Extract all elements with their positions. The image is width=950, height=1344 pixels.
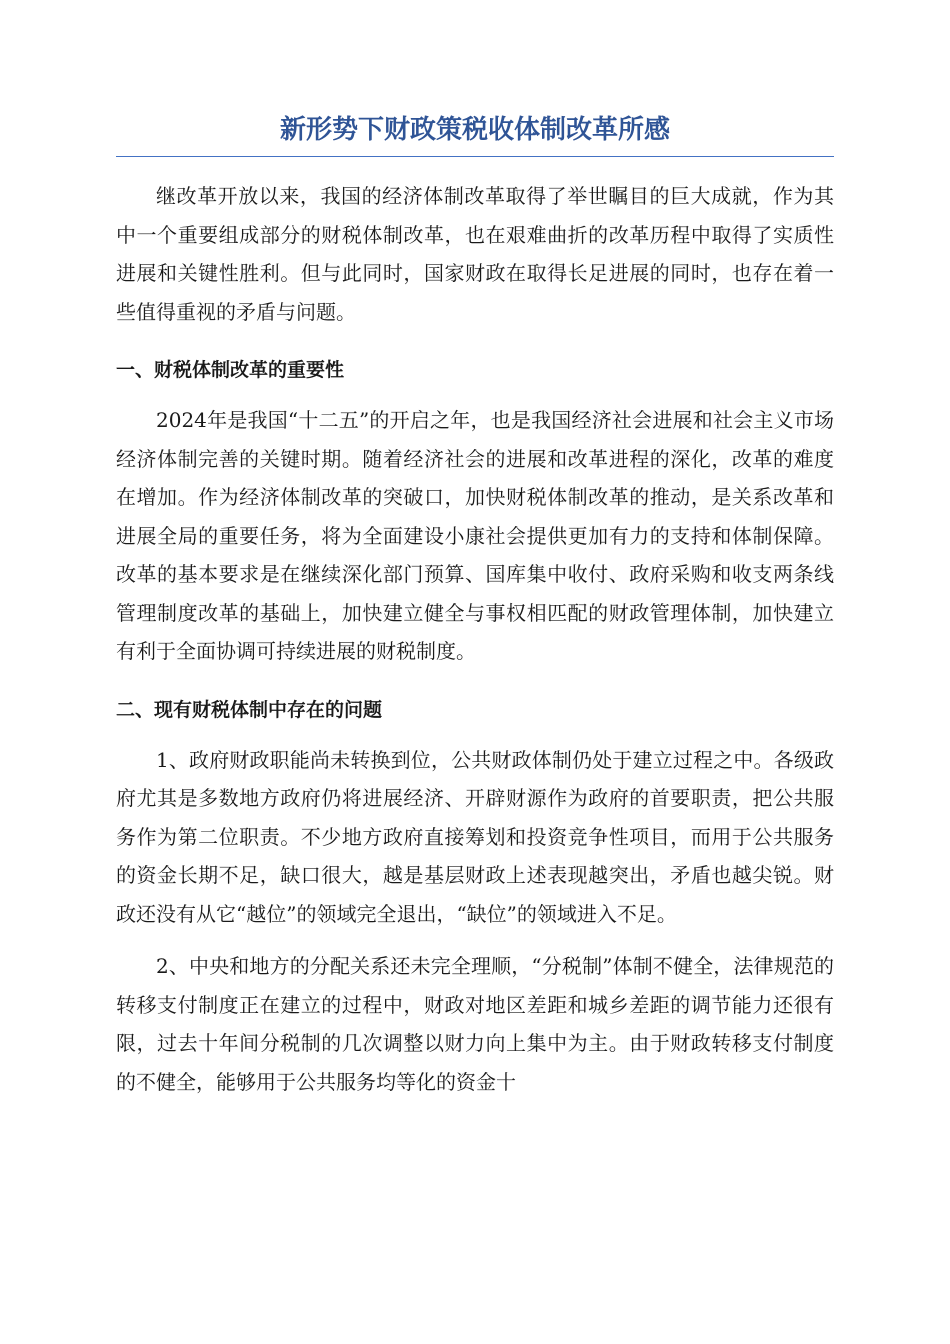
document-title: 新形势下财政策税收体制改革所感 [116,110,834,157]
intro-paragraph: 继改革开放以来，我国的经济体制改革取得了举世瞩目的巨大成就，作为其中一个重要组成部分的财税体制改革，也在艰难曲折的改革历程中取得了实质性进展和关键性胜利。但与此同时，国家财政在取得长足进展的同时，也存在着一些值得重视的矛盾与问题。 [116,184,834,324]
section-heading-importance: 一、财税体制改革的重要性 [116,359,345,381]
section-1-paragraph-1: 2024年是我国“十二五”的开启之年，也是我国经济社会进展和社会主义市场经济体制完善的关键时期。随着经济社会的进展和改革进程的深化，改革的难度在增加。作为经济体制改革的突破口，加快财税体制改革的推动，是关系改革和进展全局的重要任务，将为全面建设小康社会提供更加有力的支持和体制保障。改革的基本要求是在继续深化部门预算、国库集中收付、政府采购和收支两条线管理制度改革的基础上，加快建立健全与事权相匹配的财政管理体制，加快建立有利于全面协调可持续进展的财税制度。 [116,408,834,663]
section-2-paragraph-2: 2、中央和地方的分配关系还未完全理顺，“分税制”体制不健全，法律规范的转移支付制度正在建立的过程中，财政对地区差距和城乡差距的调节能力还很有限，过去十年间分税制的几次调整以财力向上集中为主。由于财政转移支付制度的不健全，能够用于公共服务均等化的资金十 [116,954,834,1094]
document-body [116,110,834,1101]
section-2-paragraph-1: 1、政府财政职能尚未转换到位，公共财政体制仍处于建立过程之中。各级政府尤其是多数地方政府仍将进展经济、开辟财源作为政府的首要职责，把公共服务作为第二位职责。不少地方政府直接筹划和投资竞争性项目，而用于公共服务的资金长期不足，缺口很大，越是基层财政上述表现越突出，矛盾也越尖锐。财政还没有从它“越位”的领域完全退出，“缺位”的领域进入不足。 [116,747,834,926]
section-heading-problems: 二、现有财税体制中存在的问题 [116,698,383,721]
